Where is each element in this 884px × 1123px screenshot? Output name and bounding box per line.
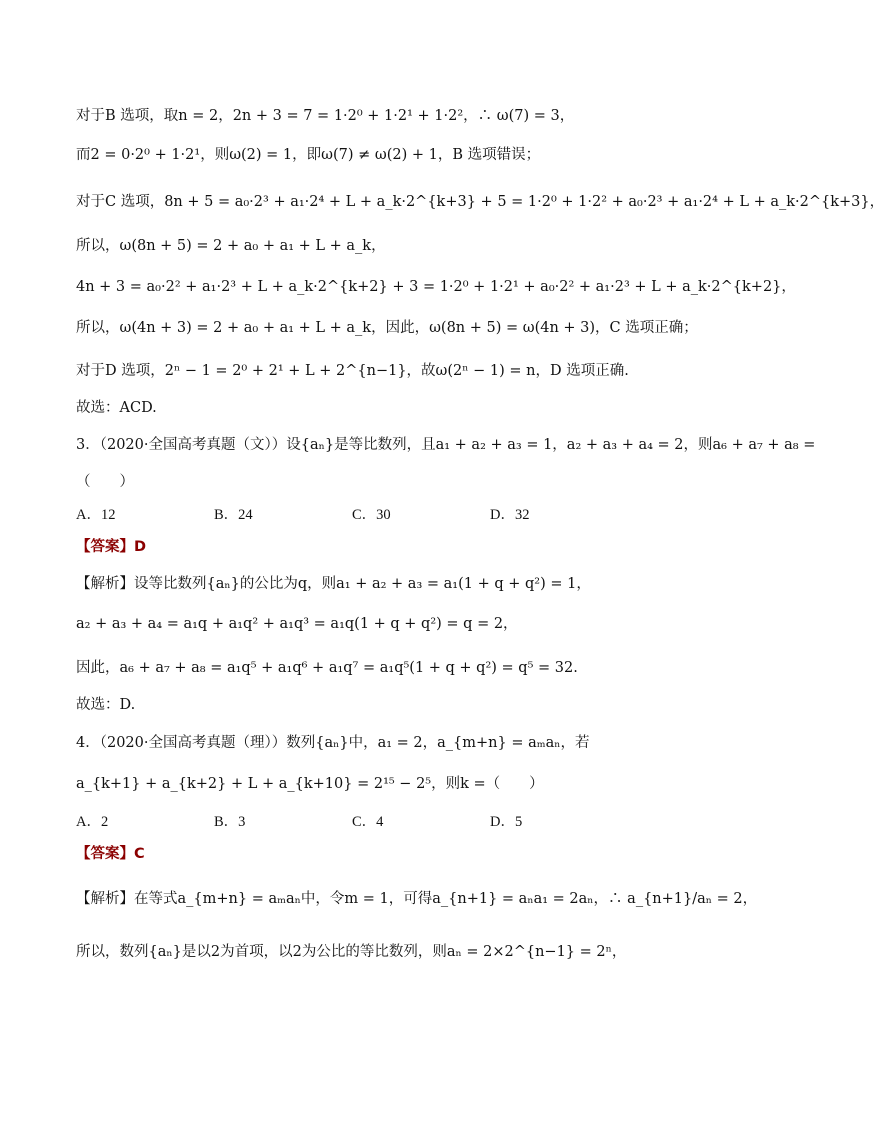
solution-line-4n3: 4n + 3 = a₀·2² + a₁·2³ + L + a_k·2^{k+2} + 3 = 1·2⁰ + 1·2¹ + a₀·2² + a₁·2³ + L + a_k·2^{k+2}， [76, 279, 796, 295]
question-3-option-c: C．30 [352, 507, 391, 523]
question-4-option-c: C．4 [352, 814, 384, 830]
question-4-option-b: B．3 [214, 814, 246, 830]
question-3-analysis-3: 因此，a₆ + a₇ + a₈ = a₁q⁵ + a₁q⁶ + a₁q⁷ = a₁q⁵(1 + q + q²) = q⁵ = 32. [76, 660, 578, 676]
solution-line-c-option: 对于C 选项，8n + 5 = a₀·2³ + a₁·2⁴ + L + a_k·2^{k+3} + 5 = 1·2⁰ + 1·2² + a₀·2³ + a₁·2⁴ + L + a_k·2^{k+3}， [76, 194, 884, 210]
solution-line-choice: 故选：ACD. [76, 400, 157, 416]
question-4-option-a: A．2 [76, 814, 109, 830]
question-3-analysis-2: a₂ + a₃ + a₄ = a₁q + a₁q² + a₁q³ = a₁q(1 + q + q²) = q = 2， [76, 616, 518, 632]
question-3-stem: 3．（2020·全国高考真题（文））设{aₙ}是等比数列，且a₁ + a₂ + a₃ = 1，a₂ + a₃ + a₄ = 2，则a₆ + a₇ + a₈ = [76, 437, 816, 453]
question-4-stem-2: a_{k+1} + a_{k+2} + L + a_{k+10} = 2¹⁵ − 2⁵，则k =（ ） [76, 776, 544, 792]
question-3-analysis-1: 【解析】设等比数列{aₙ}的公比为q，则a₁ + a₂ + a₃ = a₁(1 + q + q²) = 1， [76, 576, 591, 592]
question-3-choice: 故选：D. [76, 697, 136, 713]
question-3-option-d: D．32 [490, 507, 530, 523]
solution-line-b-conclusion: 而2 = 0·2⁰ + 1·2¹，则ω(2) = 1，即ω(7) ≠ ω(2) + 1，B 选项错误； [76, 147, 541, 163]
question-3-option-a: A．12 [76, 507, 116, 523]
solution-line-omega-8n5: 所以，ω(8n + 5) = 2 + a₀ + a₁ + L + a_k， [76, 238, 386, 254]
question-3-paren: （ ） [76, 474, 134, 490]
question-4-answer: 【答案】C [76, 846, 145, 862]
question-4-analysis-1: 【解析】在等式a_{m+n} = aₘaₙ中，令m = 1，可得a_{n+1} = aₙa₁ = 2aₙ，∴ a_{n+1}/aₙ = 2， [76, 891, 758, 907]
solution-line-c-conclusion: 所以，ω(4n + 3) = 2 + a₀ + a₁ + L + a_k，因此，ω(8n + 5) = ω(4n + 3)，C 选项正确； [76, 320, 698, 336]
question-3-answer: 【答案】D [76, 539, 147, 555]
solution-line-b-option: 对于B 选项，取n = 2，2n + 3 = 7 = 1·2⁰ + 1·2¹ + 1·2²，∴ ω(7) = 3， [76, 108, 575, 124]
solution-line-d-option: 对于D 选项，2ⁿ − 1 = 2⁰ + 2¹ + L + 2^{n−1}，故ω(2ⁿ − 1) = n，D 选项正确. [76, 363, 629, 379]
question-3-option-b: B．24 [214, 507, 253, 523]
question-4-analysis-2: 所以，数列{aₙ}是以2为首项，以2为公比的等比数列，则aₙ = 2×2^{n−1} = 2ⁿ， [76, 944, 627, 960]
question-4-stem: 4．（2020·全国高考真题（理））数列{aₙ}中，a₁ = 2，a_{m+n} = aₘaₙ，若 [76, 735, 590, 751]
question-4-option-d: D．5 [490, 814, 523, 830]
